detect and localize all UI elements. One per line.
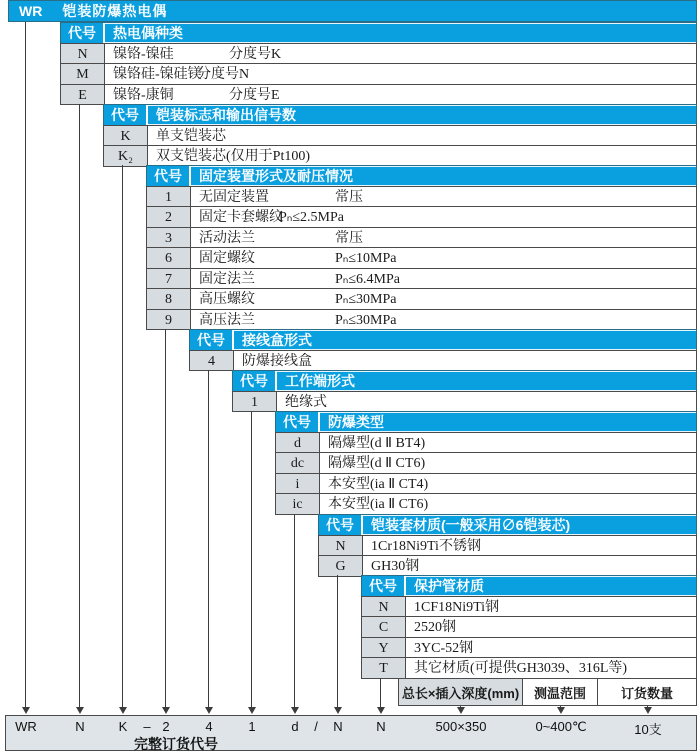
connector-line — [122, 165, 123, 707]
value-cell — [191, 289, 696, 309]
code-cell: M — [61, 64, 105, 84]
code-cell: 4 — [190, 351, 234, 371]
row-name: 高压法兰 — [199, 312, 255, 328]
code-cell: Y — [362, 638, 406, 658]
row-name: 固定螺纹 — [199, 251, 255, 266]
row-name: 镍铬-镍硅 — [113, 46, 174, 62]
table-title: 接线盒形式 — [242, 332, 312, 348]
table-row — [275, 452, 697, 474]
arrow-down-icon — [76, 707, 84, 714]
table-row — [361, 657, 697, 679]
table-header-row — [361, 575, 697, 597]
table-row — [361, 616, 697, 638]
row-extra: 常压 — [335, 189, 363, 205]
table-header-row — [103, 104, 697, 126]
table-header-row — [60, 22, 697, 44]
table-header-row — [318, 514, 697, 536]
code-cell: N — [319, 536, 363, 556]
code-cell: 1 — [147, 187, 191, 207]
table-title: 热电偶种类 — [113, 25, 183, 41]
table-explosion-proof-type — [275, 411, 697, 515]
table-row — [60, 84, 697, 106]
arrow-down-icon — [119, 707, 127, 714]
table-row — [275, 432, 697, 454]
table-row — [146, 268, 697, 290]
order-code-caption: 完整订货代号 — [134, 736, 218, 752]
order-segment-qty: 10支 — [634, 722, 662, 737]
code-column-header: 代号 — [61, 23, 105, 43]
value-cell: 其它材质(可提供GH3039、316L等) — [414, 661, 628, 676]
table-title: 铠装套材质(一般采用∅6铠装芯) — [371, 517, 571, 533]
value-cell: 1Cr18Ni9Ti不锈钢 — [371, 538, 481, 554]
order-segment-length: 500×350 — [435, 719, 487, 734]
row-extra: Pₙ≤10MPa — [335, 251, 397, 266]
code-cell: 6 — [147, 248, 191, 268]
value-cell: 隔爆型(d Ⅱ BT4) — [328, 435, 426, 451]
arrow-down-icon — [291, 707, 299, 714]
table-row — [275, 473, 697, 495]
table-row — [146, 247, 697, 269]
row-name: 镍铬-康铜 — [113, 87, 174, 103]
code-cell: N — [362, 597, 406, 617]
value-cell — [191, 207, 696, 227]
order-segment: N — [376, 719, 386, 734]
order-segment: K — [118, 719, 128, 734]
table-fixing-device — [146, 165, 697, 330]
code-cell: 3 — [147, 228, 191, 248]
connector-line — [380, 678, 381, 707]
order-segment: WR — [15, 719, 37, 734]
value-cell: 隔爆型(d Ⅱ CT6) — [328, 456, 426, 471]
row-name: 高压螺纹 — [199, 292, 255, 307]
value-cell: 1CF18Ni9Ti钢 — [414, 599, 500, 615]
code-cell: i — [276, 474, 320, 494]
table-row — [189, 350, 697, 372]
row-extra: Pₙ≤30MPa — [335, 312, 397, 328]
connector-line — [208, 370, 209, 707]
table-row — [361, 637, 697, 659]
table-title: 铠装标志和输出信号数 — [156, 107, 296, 123]
order-segment: – — [143, 719, 151, 734]
code-cell: 7 — [147, 269, 191, 289]
order-segment: / — [314, 719, 318, 734]
value-cell: 3YC-52钢 — [414, 640, 474, 656]
connector-line — [251, 411, 252, 707]
arrow-down-icon — [205, 707, 213, 714]
row-extra: 常压 — [335, 230, 363, 246]
code-cell: 8 — [147, 289, 191, 309]
row-extra: Pₙ≤2.5MPa — [279, 210, 344, 225]
row-extra: 分度号K — [229, 46, 282, 62]
value-cell: 本安型(ia Ⅱ CT4) — [328, 476, 429, 492]
spec-length-depth-header: 总长×插入深度(mm) — [398, 678, 523, 706]
value-cell: 2520钢 — [414, 620, 456, 635]
value-cell — [191, 248, 696, 268]
table-row — [103, 145, 697, 167]
table-row — [318, 555, 697, 577]
table-row — [60, 43, 697, 65]
value-cell — [191, 269, 696, 289]
connector-line — [79, 104, 80, 707]
row-name: 活动法兰 — [199, 230, 255, 246]
row-extra: Pₙ≤30MPa — [335, 292, 397, 307]
table-protection-tube-material — [361, 575, 697, 679]
code-cell: d — [276, 433, 320, 453]
value-cell: 本安型(ia Ⅱ CT6) — [328, 497, 429, 512]
row-extra: 分度号E — [229, 87, 280, 103]
order-segment: N — [333, 719, 343, 734]
code-cell: 1 — [233, 392, 277, 412]
table-row — [275, 493, 697, 515]
table-title: 保护管材质 — [414, 578, 484, 594]
table-row — [103, 125, 697, 147]
value-cell — [191, 228, 696, 248]
arrow-down-icon — [557, 707, 565, 714]
table-header-row — [275, 411, 697, 433]
code-cell: K₂ — [104, 146, 148, 166]
row-name: 固定法兰 — [199, 271, 255, 287]
value-cell: 绝缘式 — [285, 394, 327, 410]
order-code-bar — [5, 715, 697, 751]
table-row — [361, 596, 697, 618]
row-name: 镍铬硅-镍硅镁 — [113, 67, 202, 82]
page-title: 铠装防爆热电偶 — [62, 3, 168, 19]
table-row — [146, 186, 697, 208]
connector-line — [337, 575, 338, 707]
value-cell — [191, 187, 696, 207]
table-header-row — [232, 370, 697, 392]
table-row — [146, 227, 697, 249]
arrow-down-icon — [248, 707, 256, 714]
connector-line — [165, 329, 166, 707]
code-column-header: 代号 — [233, 371, 277, 391]
arrow-down-icon — [334, 707, 342, 714]
table-header-row — [146, 165, 697, 187]
table-row — [146, 309, 697, 331]
table-thermocouple-type — [60, 22, 697, 105]
table-row — [232, 391, 697, 413]
order-segment: 4 — [205, 719, 213, 734]
row-name: 无固定装置 — [199, 189, 269, 205]
order-segment: N — [75, 719, 85, 734]
connector-line — [25, 22, 26, 707]
row-extra: Pₙ≤6.4MPa — [335, 271, 400, 287]
model-header-bar — [8, 0, 697, 22]
table-sheath-mark — [103, 104, 697, 167]
code-cell: 9 — [147, 310, 191, 330]
arrow-down-icon — [377, 707, 385, 714]
code-column-header: 代号 — [362, 576, 406, 596]
table-row — [146, 206, 697, 228]
value-cell: GH30钢 — [371, 559, 420, 574]
value-cell — [105, 85, 696, 105]
table-title: 防爆类型 — [328, 414, 384, 430]
order-segment: 2 — [162, 719, 170, 734]
row-extra: 分度号N — [197, 67, 250, 82]
code-column-header: 代号 — [190, 330, 234, 350]
code-column-header: 代号 — [147, 166, 191, 186]
order-segment: 1 — [248, 719, 256, 734]
table-row — [60, 63, 697, 85]
value-cell — [105, 44, 696, 64]
table-junction-box — [189, 329, 697, 371]
code-cell: K — [104, 126, 148, 146]
table-row — [146, 288, 697, 310]
connector-line — [294, 514, 295, 707]
value-cell: 防爆接线盒 — [242, 353, 312, 369]
code-column-header: 代号 — [319, 515, 363, 535]
code-cell: C — [362, 617, 406, 637]
table-row — [318, 535, 697, 557]
code-cell: 2 — [147, 207, 191, 227]
order-segment-temp: 0~400℃ — [535, 719, 587, 734]
arrow-down-icon — [457, 707, 465, 714]
spec-header-row — [398, 678, 697, 706]
code-cell: G — [319, 556, 363, 576]
arrow-down-icon — [644, 707, 652, 714]
table-working-end — [232, 370, 697, 412]
code-column-header: 代号 — [104, 105, 148, 125]
value-cell: 双支铠装芯(仅用于Pt100) — [156, 149, 310, 164]
code-cell: T — [362, 658, 406, 678]
value-cell — [105, 64, 696, 84]
arrow-down-icon — [22, 707, 30, 714]
order-segment: d — [291, 719, 299, 734]
code-cell: N — [61, 44, 105, 64]
value-cell — [191, 310, 696, 330]
code-cell: E — [61, 85, 105, 105]
code-column-header: 代号 — [276, 412, 320, 432]
row-name: 固定卡套螺纹 — [199, 210, 283, 225]
code-cell: ic — [276, 494, 320, 514]
table-header-row — [189, 329, 697, 351]
value-cell: 单支铠装芯 — [156, 128, 226, 144]
table-title: 固定装置形式及耐压情况 — [199, 168, 353, 184]
table-title: 工作端形式 — [285, 373, 355, 389]
model-code: WR — [19, 3, 43, 19]
spec-temp-range-header: 测温范围 — [522, 678, 598, 706]
code-cell: dc — [276, 453, 320, 473]
spec-order-qty-header: 订货数量 — [597, 678, 697, 706]
arrow-down-icon — [162, 707, 170, 714]
table-sheath-material — [318, 514, 697, 577]
